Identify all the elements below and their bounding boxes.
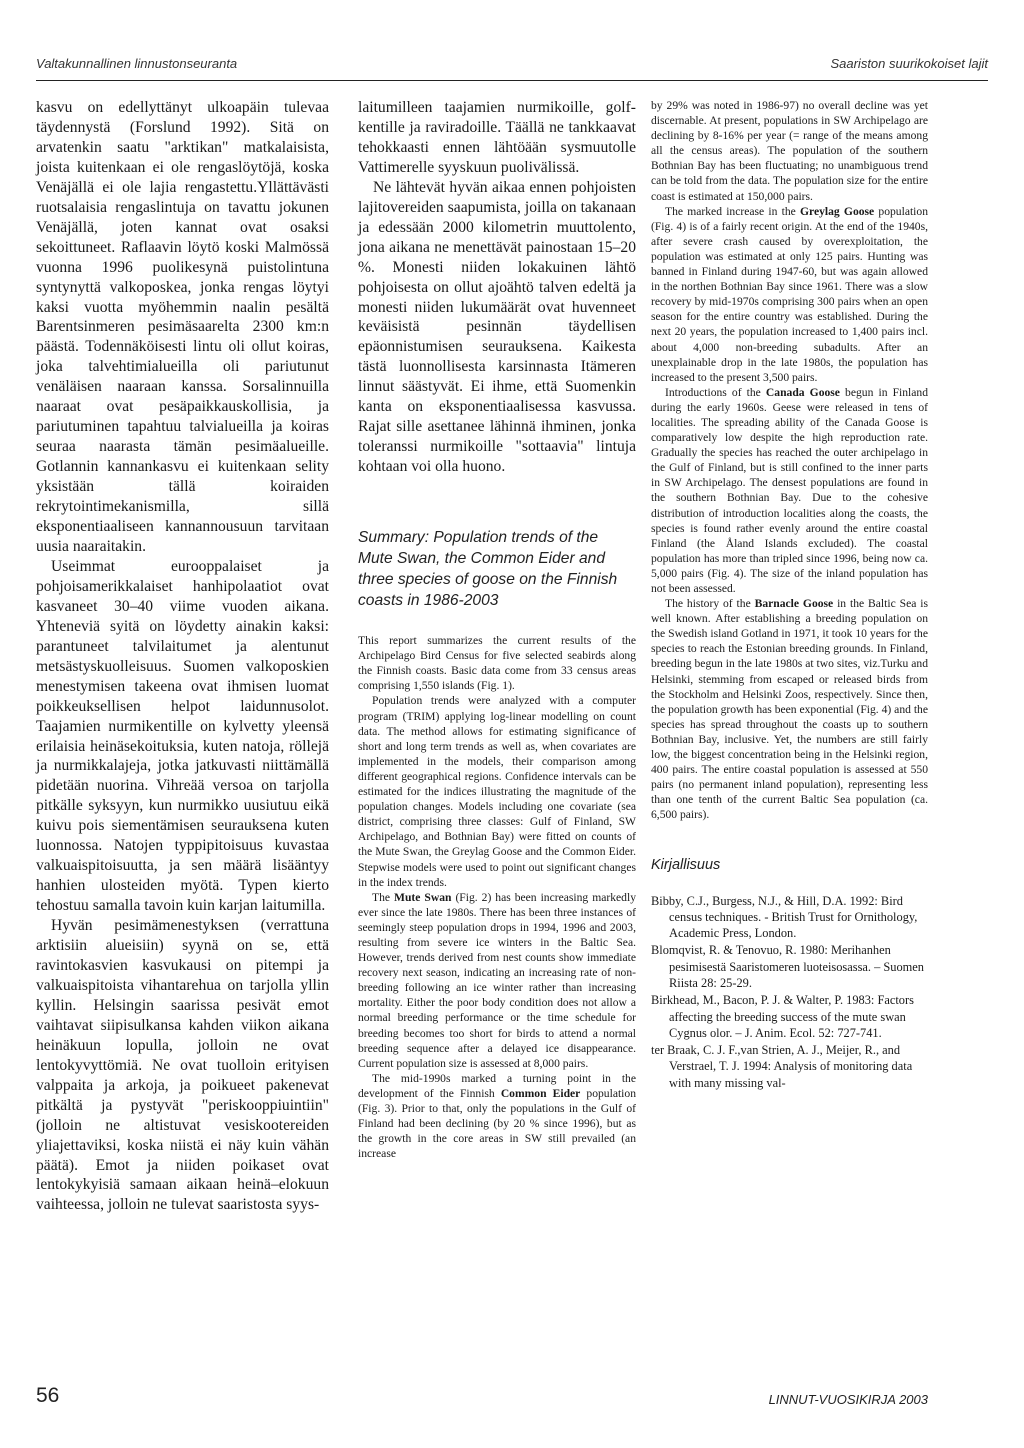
running-header <box>36 48 988 81</box>
summary-text-continued <box>651 98 928 823</box>
paragraph-canada-goose <box>651 385 928 596</box>
page-number: 56 <box>36 1384 60 1407</box>
text-run: The history of the <box>665 597 755 611</box>
text-run: in the Baltic Sea is well known. After establishing a breeding population on the Swedish island Gotland in 1971, it took 10 years for the species to reach the Estonian breeding grounds. In Finland, breeding begun in the late 1980s at two sites, viz.Turku and Helsinki, stemming from escaped or released birds from the Stockholm and Helsinki Zoos, respectively. Since then, the population growth has been exponential (Fig. 4) and the species has spread throughout the coasts up to southern Bothnian Bay, inclusive. Yet, the numbers are still fairly low, the biggest concentration being in the Helsinki region, 400 pairs. The entire coastal population is assessed at 550 pairs (no permanent inland population), representing less than one tenth of the current Baltic Sea population (ca. 6,500 pairs). <box>651 597 928 822</box>
species-name: Canada Goose <box>765 385 840 399</box>
paragraph: Ne lähtevät hyvän aikaa ennen pohjoisten lajitovereiden saapumista, joilla on takanaan ja edessään 2000 kilometrin muuttolento, jona aikana ne menettävät painostaan 15–20 %. Monesti niiden lokakuinen lähtö pohjoisesta on ollut ajoähtö talven edeltä ja monesti niiden lukumäärät ovat huvenneet keväisistä pesinnän täydellisen epäonnistumisen seurauksena. Kaikesta tästä luonnollisesta karsinnasta Itämeren linnut säästyvät. Ei ihme, että Suomenkin kanta on eksponentiaalisessa kasvussa. Rajat sille asettanee lähinnä ihminen, jonka toleranssi nurmikoille "sottaavia" lintuja kohtaan voi olla huono. <box>358 178 636 476</box>
text-run: The marked increase in the <box>665 204 800 218</box>
summary-heading: Summary: Population trends of the Mute Swan, the Common Eider and three species of goose on the Finnish coasts in 1986-2003 <box>358 529 618 610</box>
references-heading: Kirjallisuus <box>651 856 721 873</box>
column-3 <box>651 98 928 1092</box>
species-name: Barnacle Goose <box>754 597 834 611</box>
reference-item: Bibby, C.J., Burgess, N.J., & Hill, D.A. 1992: Bird census techniques. - British Trust for Ornithology, Academic Press, London. <box>651 893 918 941</box>
species-name: Greylag Goose <box>800 204 875 218</box>
text-run: population (Fig. 4) is of a fairly recent origin. At the end of the 1940s, after severe crash caused by overexploitation, the population was estimated at only 125 pairs. Hunting was banned in Finland during 1947-60, but was again allowed in the northen Bothnian Bay since 1961. There was a slow recovery by mid-1970s comprising 300 pairs when an open season for the entire country was established. During the next 20 years, the population increased to 1,400 pairs incl. about 4,000 non-breeding subadults. After an unexplainable drop in the late 1980s, the population has increased to the present 3,500 pairs. <box>651 204 929 384</box>
reference-list <box>651 893 928 1092</box>
paragraph: Population trends were analyzed with a computer program (TRIM) applying log-linear modelling on count data. The method allows for estimating significance of short and long term trends as well as, when covariates are implemented in the models, their comparison among different geographical regions. Confidence intervals can be estimated for the indices illustrating the magnitude of the population changes. Models including one covariate (sea district, comprising three classes: Gulf of Finland, SW Archipelago, and Bothnian Bay) were fitted on counts of the Mute Swan, the Greylag Goose and the Common Eider. Stepwise models were used to point out significant changes in the index trends. <box>358 694 636 889</box>
text-run: The <box>372 890 395 904</box>
paragraph-mute-swan <box>358 890 636 1071</box>
header-series-title: Valtakunnallinen linnustonseuranta <box>36 56 238 71</box>
summary-text <box>358 633 636 1161</box>
column-1-finnish-text <box>36 98 329 1215</box>
paragraph: laitumilleen taajamien nurmikoille, golf-kentille ja raviradoille. Täällä ne tankkaavat tehokkaasti ennen lähtöään sysmuutolle Vattimerelle syyskuun puolivälissä. <box>358 99 636 176</box>
text-run: (Fig. 2) has been increasing markedly ever since the late 1980s. There has been three instances of seemingly steep population drops in 1994, 1996 and 2003, resulting from severe ice winters in the Baltic Sea. However, trends derived from nest counts show immediate recovery next season, indicating an increasing rate of non-breeding following an ice winter rather than increasing mortality. Either the poor body condition does not allow a normal breeding performance or the time schedule for breeding becomes too short for birds to attend a normal breeding sequence after a delayed ice disappearance. Current population size is assessed at 8,000 pairs. <box>358 890 636 1070</box>
paragraph-greylag-goose <box>651 204 928 385</box>
reference-item: ter Braak, C. J. F.,van Strien, A. J., Meijer, R., and Verstrael, T. J. 1994: Analysis of monitoring data with many missing val- <box>651 1043 913 1090</box>
text-run: begun in Finland during the early 1960s. Geese were released in tens of localities. The spreading ability of the Canada Goose is comparatively low despite the high reproduction rate. Gradually the species has reached the outer archipelago in the Gulf of Finland, but is still confined to the inner parts in SW Archipelago. The densest populations are found in the southern Bothnian Bay. Due to the cohesive distribution of introduction localities along the coasts, the species is found rather evenly around the entire coastal Finland (the Åland Islands excluded). The coastal population has more than tripled since 1996, being now ca. 5,000 pairs (Fig. 4). The size of the inland population has not been assessed. <box>651 385 929 595</box>
paragraph-barnacle-goose <box>651 596 928 822</box>
reference-item: Blomqvist, R. & Tenovuo, R. 1980: Merihanhen pesimisestä Saaristomeren luoteisosassa. – Suomen Riista 28: 25-29. <box>651 943 925 990</box>
paragraph: kasvu on edellyttänyt ulkoapäin tulevaa täydennystä (Forslund 1992). Sitä on arvatenkin saatu "arktikan" matkalaisista, joista kuitenkaan ei ole rengaslöytöjä, koska Venäjällä ei ole lajia rengastettu.Yllättävästi ruotsalaisia rengaslintuja on tavattu jokunen Venäjällä, joten kannat ovat osaksi sekoittuneet. Raflaavin löytö koski Malmössä vuonna 1996 puolikesynä puistolintuna syntynyttä valkoposkea, jonka rengas löytyi kaksi vuotta myöhemmin naalin pesältä Barentsinmeren pesimäsaarelta 2300 km:n päästä. Todennäköisesti lintu oli ollut koiras, joka talvehtimialueilla oli pariutunut venäläisen naaraan kanssa. Sorsalinnuilla naaraat ovat pesäpaikkauskollisia, ja pariutuminen tapahtuu talvialueilla ja koiras seuraa naarasta tämän pesimäalueille. Gotlannin kannankasvu ei kuitenkaan selity yksistään tällä koiraiden rekrytointimekanismilla, sillä eksponentiaaliseen kannannousuun tarvitaan uusia naaraitakin. <box>36 99 329 555</box>
text-run: The mid-1990s marked a turning point in the development of the Finnish <box>358 1071 636 1100</box>
species-name: Common Eider <box>500 1086 581 1100</box>
paragraph: by 29% was noted in 1986-97) no overall decline was yet discernable. At present, populations in SW Archipelago are declining by 8-16% per year (= range of the means among all the census areas). The population of the southern Bothnian Bay has been fluctuating; no unambiguous trend can be told from the data. The population size for the entire coast is estimated at 150,000 pairs. <box>651 99 928 203</box>
paragraph-common-eider <box>358 1071 636 1162</box>
paragraph: This report summarizes the current results of the Archipelago Bird Census for five selected seabirds along the Finnish coasts. Basic data come from 33 census areas comprising 1,550 islands (Fig. 1). <box>358 634 636 693</box>
text-run: Introductions of the <box>665 385 766 399</box>
column-2-finnish-text <box>358 98 636 477</box>
paragraph: Hyvän pesimämenestyksen (verrattuna arktisiin alueisiin) syynä on se, että ravintokasvien kasvukausi on pitempi ja valkuaispitoista vihantarehua on tarjolla yllin kyllin. Helsingin saarissa pesivät emot vaihtavat siipisulkansa kahden viikon aikana heinäkuun lopulla, jolloin ne ovat lentokyvyttömiä. Ne ovat tuolloin erityisen valppaita ja arkoja, ja poikueet pakenevat pitkältä ja pystyvät "periskooppiuintiin" (jolloin ne altistuvat vesiskootereiden yliajettaviksi, koska niistä ei näy kuin vähän päätä). Emot ja niiden poikaset ovat lentokykyisiä samaan aikaan heinä–elokuun vaihteessa, jolloin ne tulevat saaristosta syys- <box>36 917 329 1214</box>
column-2 <box>358 98 636 1161</box>
text-run: population (Fig. 3). Prior to that, only the populations in the Gulf of Finland had been declining (by 20 % since 1996), but as the growth in the core areas in SW still prevailed (an increase <box>358 1086 636 1161</box>
reference-item: Birkhead, M., Bacon, P. J. & Walter, P. 1983: Factors affecting the breeding success of the mute swan Cygnus olor. – J. Anim. Ecol. 52: 727-741. <box>651 993 914 1040</box>
paragraph: Useimmat eurooppalaiset ja pohjoisamerikkalaiset hanhipolaatiot ovat kasvaneet 30–40 viime vuoden aikana. Yhteneviä syitä on löydetty ainakin kaksi: parantuneet talvilaitumet ja alentunut metsästyskuolleisuus. Suomen valkoposkien menestymisen takeena ovat ihmisen luomat poikkeuksellisen helpot laidunnusolot. Taajamien nurmikentille on kylvetty yleensä erilaisia heinäsekoituksia, kuten natoja, röllejä ja nurmikkalajeja, jotka jatkuvasti niittämällä pidetään nuorina. Vihreää versoa on tarjolla pitkälle syksyyn, kun nurmikko uusiutuu eikä kuivu pois siementämisen seurauksena kuten luonnossa. Natojen typpipitoisuus kuvastaa valkuaispitoisuutta, ja sen määrä lisääntyy hanhien ulosteiden myötä. Typen kierto tehostuu samalla tavoin kuin karjan laitumilla. <box>36 557 329 915</box>
species-name: Mute Swan <box>394 890 452 904</box>
header-article-title: Saariston suurikokoiset lajit <box>830 56 988 71</box>
journal-title: LINNUT-VUOSIKIRJA 2003 <box>768 1392 928 1407</box>
